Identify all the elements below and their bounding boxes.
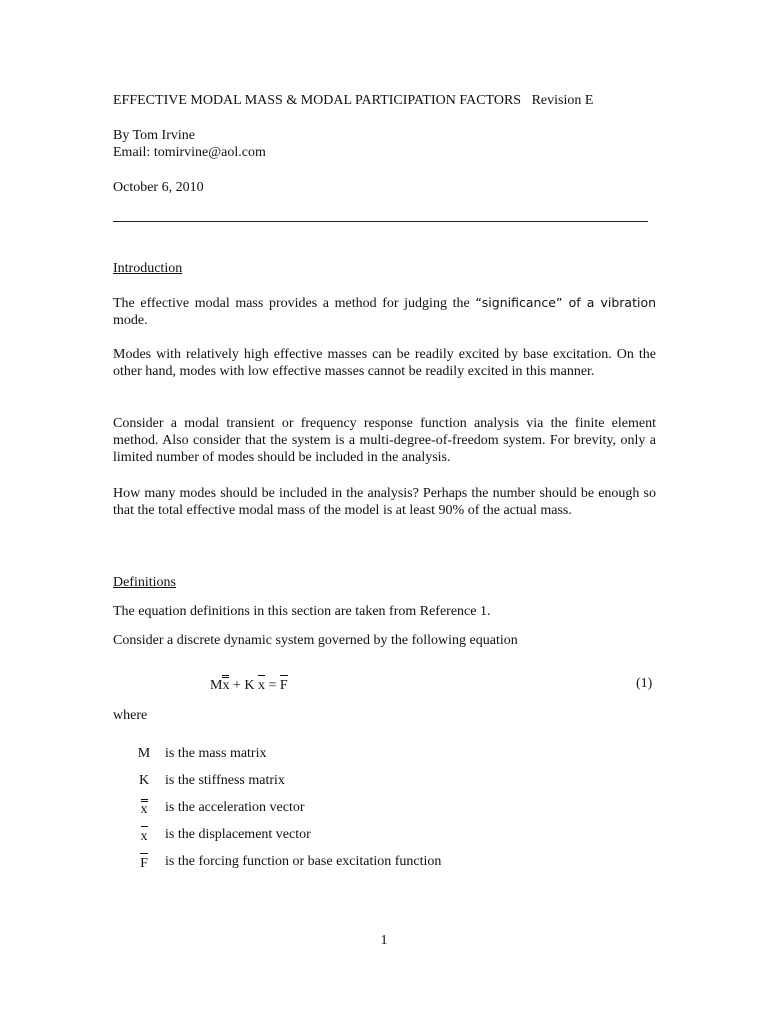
definitions-paragraph-1: The equation definitions in this section are taken from Reference 1. <box>113 604 491 619</box>
term-text-stiffness: is the stiffness matrix <box>165 773 285 788</box>
revision-text: Revision E <box>531 93 594 108</box>
equation-number: (1) <box>636 676 653 691</box>
intro-paragraph-4: How many modes should be included in the analysis? Perhaps the number should be enough so that the total effective modal mass of the model is at least 90% of the actual mass. <box>113 486 656 518</box>
email[interactable]: Email: tomirvine@aol.com <box>113 145 266 160</box>
definitions-heading: Definitions <box>113 575 176 590</box>
document-title <box>113 92 593 109</box>
intro-p1-quote: “significance” of a vibration <box>475 295 657 310</box>
eq-F-bar: F <box>280 675 288 694</box>
intro-p1-start: The effective modal mass provides a method for judging the <box>113 296 470 311</box>
term-text-forcing: is the forcing function or base excitation function <box>165 854 442 869</box>
term-symbol-mass: M <box>137 746 151 761</box>
term-symbol-acceleration-glyph: x <box>141 799 148 818</box>
intro-paragraph-3: Consider a modal transient or frequency response function analysis via the finite element method. Also consider that the system is a multi-degree-of-freedom system. For brevity, only a limited number of modes should be included in the analysis. <box>113 416 656 465</box>
intro-p1-end: mode. <box>113 313 148 328</box>
equation-1 <box>210 675 288 694</box>
eq-x-ddot: x <box>222 675 229 694</box>
eq-equals: = <box>268 678 277 693</box>
term-symbol-stiffness: K <box>138 773 150 788</box>
eq-M: M <box>210 678 223 693</box>
eq-plus: + <box>232 678 241 693</box>
term-text-mass: is the mass matrix <box>165 746 267 761</box>
term-text-acceleration: is the acceleration vector <box>165 800 305 815</box>
eq-K: K <box>244 678 255 693</box>
eq-x-bar: x <box>258 675 265 694</box>
horizontal-rule <box>113 221 648 222</box>
intro-paragraph-1 <box>113 294 656 329</box>
term-text-displacement: is the displacement vector <box>165 827 311 842</box>
term-symbol-acceleration <box>137 799 151 818</box>
term-symbol-forcing <box>137 853 151 872</box>
date: October 6, 2010 <box>113 180 204 195</box>
title-text: EFFECTIVE MODAL MASS & MODAL PARTICIPATION FACTORS <box>113 93 522 108</box>
introduction-heading: Introduction <box>113 261 183 276</box>
intro-paragraph-2: Modes with relatively high effective masses can be readily excited by base excitation. On the other hand, modes with low effective masses cannot be readily excited in this manner. <box>113 347 656 379</box>
where-label: where <box>113 708 148 723</box>
author: By Tom Irvine <box>113 128 195 143</box>
term-symbol-displacement-glyph: x <box>141 826 148 845</box>
term-symbol-forcing-glyph: F <box>140 853 148 872</box>
page-number: 1 <box>380 933 388 948</box>
definitions-paragraph-2: Consider a discrete dynamic system governed by the following equation <box>113 633 518 648</box>
term-symbol-displacement <box>137 826 151 845</box>
